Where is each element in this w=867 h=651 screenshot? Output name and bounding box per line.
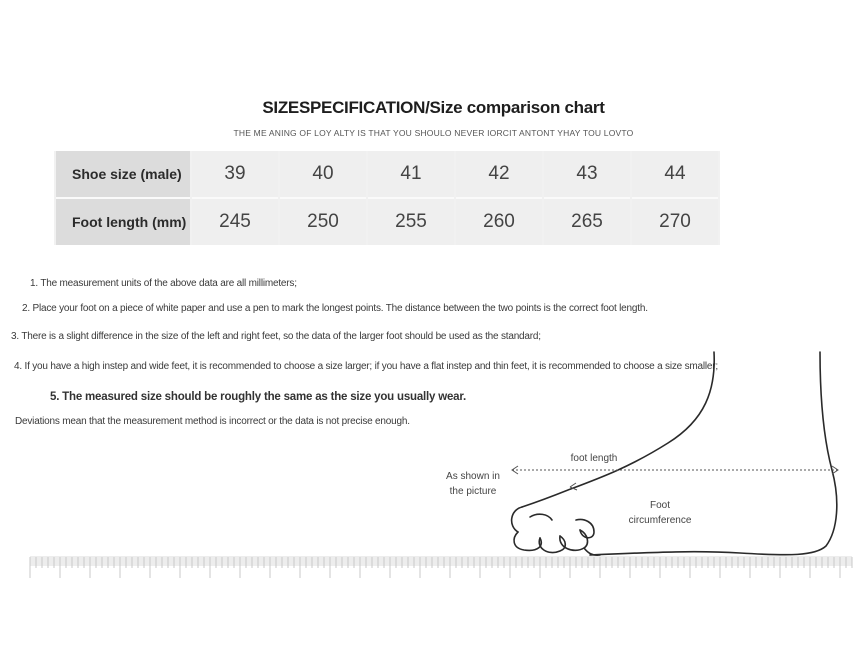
- chart-title: SIZESPECIFICATION/Size comparison chart: [262, 98, 605, 117]
- note-3: 3. There is a slight difference in the size of the left and right feet, so the data of the larger foot should be used as the standard;: [11, 331, 541, 342]
- note-6: Deviations mean that the measurement method is incorrect or the data is not precise enough.: [15, 416, 410, 427]
- table-cell: 41: [368, 151, 454, 199]
- table-cell: 43: [544, 151, 630, 199]
- row-header: Shoe size (male): [56, 151, 190, 199]
- table-cell: 40: [280, 151, 366, 199]
- as-shown-line: As shown in: [446, 471, 500, 482]
- table-cell: 270: [632, 199, 718, 245]
- table-cell: 42: [456, 151, 542, 199]
- table-cell: 260: [456, 199, 542, 245]
- table-cell: 245: [192, 199, 278, 245]
- foot-circ-line: Foot: [649, 500, 670, 511]
- table-cell: 250: [280, 199, 366, 245]
- as-shown-line: the picture: [449, 486, 497, 497]
- foot-circumference-label: [620, 498, 700, 528]
- table-cell: 39: [192, 151, 278, 199]
- ruler: [30, 556, 852, 578]
- foot-length-line: [512, 466, 838, 490]
- chart-subtitle: THE ME ANING OF LOY ALTY IS THAT YOU SHOULO NEVER IORCIT ANTONT YHAY TOU LOVTO: [233, 128, 634, 138]
- table-cell: 255: [368, 199, 454, 245]
- table-cell: 44: [632, 151, 718, 199]
- table-cell: 265: [544, 199, 630, 245]
- row-header: Foot length (mm): [56, 199, 190, 245]
- foot-length-label: foot length: [570, 453, 618, 464]
- note-1: 1. The measurement units of the above data are all millimeters;: [30, 278, 297, 289]
- note-2: 2. Place your foot on a piece of white paper and use a pen to mark the longest points. The distance between the two points is the correct foot length.: [22, 303, 648, 314]
- note-5: 5. The measured size should be roughly the same as the size you usually wear.: [50, 391, 466, 403]
- note-4: 4. If you have a high instep and wide feet, it is recommended to choose a size larger; if you have a flat instep and thin feet, it is recommended to choose a size smaller;: [14, 361, 718, 372]
- as-shown-label: [444, 469, 502, 499]
- foot-circ-line: circumference: [628, 515, 692, 526]
